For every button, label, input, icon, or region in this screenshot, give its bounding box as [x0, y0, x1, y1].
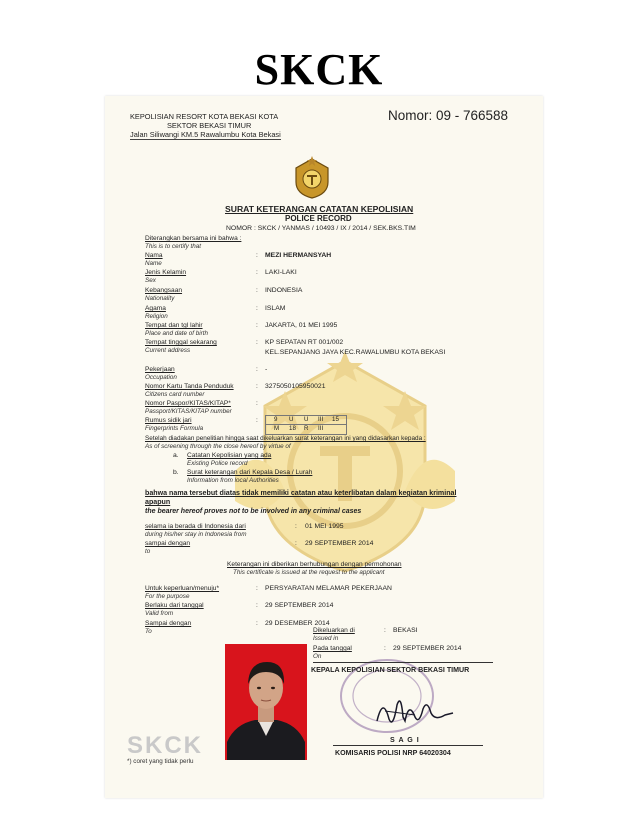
field-label-id-card: Nomor Kartu Tanda Penduduk: [145, 383, 234, 390]
handwritten-signature: [375, 691, 455, 731]
field-colon: :: [256, 602, 258, 609]
header-line-1: KEPOLISIAN RESORT KOTA BEKASI KOTA: [130, 112, 279, 121]
field-value-address: KP SEPATAN RT 001/002: [265, 339, 344, 346]
field-colon: :: [256, 269, 258, 276]
purpose-label: Untuk keperluan/menuju*: [145, 585, 220, 592]
statement-line-1: bahwa nama tersebut diatas tidak memiliki catatan atau keterlibatan dalam kegiatan kriminal: [145, 489, 457, 497]
page-title: SKCK: [254, 45, 384, 94]
field-colon: :: [256, 620, 258, 627]
field-value-sex: LAKI-LAKI: [265, 269, 297, 276]
fingerprint-cell: III: [318, 416, 324, 423]
issued-date-label: Pada tanggal: [313, 645, 352, 652]
screening-a: Catatan Kepolisian yang ada: [187, 452, 272, 459]
stay-from-value: 01 MEI 1995: [305, 523, 344, 530]
field-colon: :: [295, 523, 297, 530]
field-colon: :: [256, 383, 258, 390]
field-label-passport-en: Passport/KITAS/KITAP number: [145, 408, 232, 415]
field-label-occupation-en: Occupation: [145, 374, 177, 381]
skck-watermark-stamp: SKCK: [127, 732, 204, 759]
issued-in-value: BEKASI: [393, 627, 418, 634]
issued-date-value: 29 SEPTEMBER 2014: [393, 645, 462, 652]
field-colon: :: [256, 305, 258, 312]
field-value-birth: JAKARTA, 01 MEI 1995: [265, 322, 338, 329]
field-label-address: Tempat tinggal sekarang: [145, 339, 217, 346]
field-label-sex-en: Sex: [145, 277, 156, 284]
signing-office: KEPALA KEPOLISIAN SEKTOR BEKASI TIMUR: [311, 666, 470, 674]
screening-b-marker: b.: [173, 469, 179, 476]
certificate-number: NOMOR : SKCK / YANMAS / 10493 / IX / 2014 / SEK.BKS.TIM: [226, 225, 416, 232]
certificate-subtitle: POLICE RECORD: [285, 214, 352, 223]
field-value-id-card: 3275050105950021: [265, 383, 326, 390]
field-colon: :: [256, 322, 258, 329]
certificate-title: SURAT KETERANGAN CATATAN KEPOLISIAN: [225, 204, 414, 214]
header-line-3: Jalan Siliwangi KM.5 Rawalumbu Kota Bekasi: [130, 130, 281, 139]
field-label-nationality-en: Nationality: [145, 295, 175, 302]
issued-date-label-en: On: [313, 653, 322, 660]
field-label-occupation: Pekerjaan: [145, 366, 175, 373]
fingerprint-cell: III: [318, 425, 324, 432]
stay-to-label-en: to: [145, 548, 151, 555]
field-value-occupation: -: [265, 366, 268, 373]
valid-to-value: 29 DESEMBER 2014: [265, 620, 330, 627]
signatory-rank: KOMISARIS POLISI NRP 64020304: [335, 749, 451, 757]
field-colon: :: [256, 585, 258, 592]
signatory-divider: [333, 745, 483, 746]
field-label-religion-en: Religion: [145, 313, 168, 320]
field-label-fingerprint: Rumus sidik jari: [145, 417, 192, 424]
fingerprint-cell: 18: [289, 425, 296, 432]
field-label-birth-en: Place and date of birth: [145, 330, 209, 337]
field-colon: :: [295, 540, 297, 547]
purpose-label-en: For the purpose: [145, 593, 190, 600]
footer-note: *) coret yang tidak perlu: [127, 758, 194, 765]
field-colon: :: [256, 339, 258, 346]
field-value-nationality: INDONESIA: [265, 287, 303, 294]
screening-line: Setelah diadakan penelitian hingga saat dikeluarkan surat keterangan ini yang didasarkan kepada :: [145, 435, 426, 442]
field-colon: :: [384, 627, 386, 634]
issued-note-en: This certificate is issued at the request to the applicant: [233, 569, 385, 576]
issued-in-label-en: Issued in: [313, 635, 339, 642]
screening-b: Surat keterangan dari Kepala Desa / Lurah: [187, 469, 313, 476]
field-label-address-en: Current address: [145, 347, 191, 354]
field-value-religion: ISLAM: [265, 305, 286, 312]
stay-to-value: 29 SEPTEMBER 2014: [305, 540, 374, 547]
fingerprint-cell: U: [304, 416, 309, 423]
screening-a-en: Existing Police record: [187, 460, 248, 467]
valid-to-label: Sampai dengan: [145, 620, 192, 627]
screening-a-marker: a.: [173, 452, 179, 459]
fingerprint-cell: U: [289, 416, 294, 423]
valid-from-label: Berlaku dari tanggal: [145, 602, 204, 609]
applicant-photo: [225, 644, 307, 760]
field-colon: :: [384, 645, 386, 652]
fingerprint-cell: R: [304, 425, 309, 432]
document-number-value: 09 - 766588: [436, 108, 509, 123]
field-label-name-en: Name: [145, 260, 162, 267]
valid-to-label-en: To: [145, 628, 152, 635]
field-label-fingerprint-en: Fingerprints Formula: [145, 425, 204, 432]
field-colon: :: [256, 287, 258, 294]
stay-from-label-en: during his/her stay in Indonesia from: [145, 531, 247, 538]
fingerprint-cell: 15: [332, 416, 339, 423]
issued-in-label: Dikeluarkan di: [313, 627, 355, 634]
field-label-religion: Agama: [145, 305, 166, 312]
field-label-passport: Nomor Paspor/KITAS/KITAP*: [145, 400, 231, 407]
field-value-name: MEZI HERMANSYAH: [265, 252, 332, 259]
police-record-document: [105, 96, 543, 798]
field-colon: :: [256, 400, 258, 407]
statement-line-en: the bearer hereof proves not to be involved in any criminal cases: [145, 508, 362, 515]
field-value-address-2: KEL.SEPANJANG JAYA KEC.RAWALUMBU KOTA BEKASI: [265, 349, 446, 356]
purpose-value: PERSYARATAN MELAMAR PEKERJAAN: [265, 585, 392, 592]
intro-label-en: This is to certify that: [145, 243, 201, 250]
fingerprint-formula-box: [265, 415, 347, 435]
field-colon: :: [256, 366, 258, 373]
header-line-2: SEKTOR BEKASI TIMUR: [167, 121, 252, 130]
field-colon: :: [256, 252, 258, 259]
stay-from-label: selama ia berada di Indonesia dari: [145, 523, 246, 530]
field-label-id-card-en: Citizens card number: [145, 391, 205, 398]
field-label-name: Nama: [145, 252, 163, 259]
statement-line-2: apapun: [145, 498, 171, 506]
police-crest-icon: [290, 156, 334, 200]
fingerprint-cell: M: [274, 425, 280, 432]
intro-label: Diterangkan bersama ini bahwa :: [145, 235, 242, 242]
field-label-sex: Jenis Kelamin: [145, 269, 187, 276]
signature-divider: [313, 662, 493, 663]
valid-from-label-en: Valid from: [145, 610, 174, 617]
document-number-label: Nomor:: [388, 108, 433, 123]
field-label-nationality: Kebangsaan: [145, 287, 183, 294]
signatory-name: S A G I: [390, 736, 420, 744]
valid-from-value: 29 SEPTEMBER 2014: [265, 602, 334, 609]
screening-b-en: Information from local Authorities: [187, 477, 279, 484]
screening-line-en: As of screening through the close hereof by virtue of: [145, 443, 291, 450]
field-label-birth: Tempat dan tgl lahir: [145, 322, 203, 329]
fingerprint-cell: 9: [274, 416, 278, 423]
field-colon: :: [256, 417, 258, 424]
issued-note: Keterangan ini diberikan berhubungan dengan permohonan: [227, 561, 402, 568]
stay-to-label: sampai dengan: [145, 540, 191, 547]
